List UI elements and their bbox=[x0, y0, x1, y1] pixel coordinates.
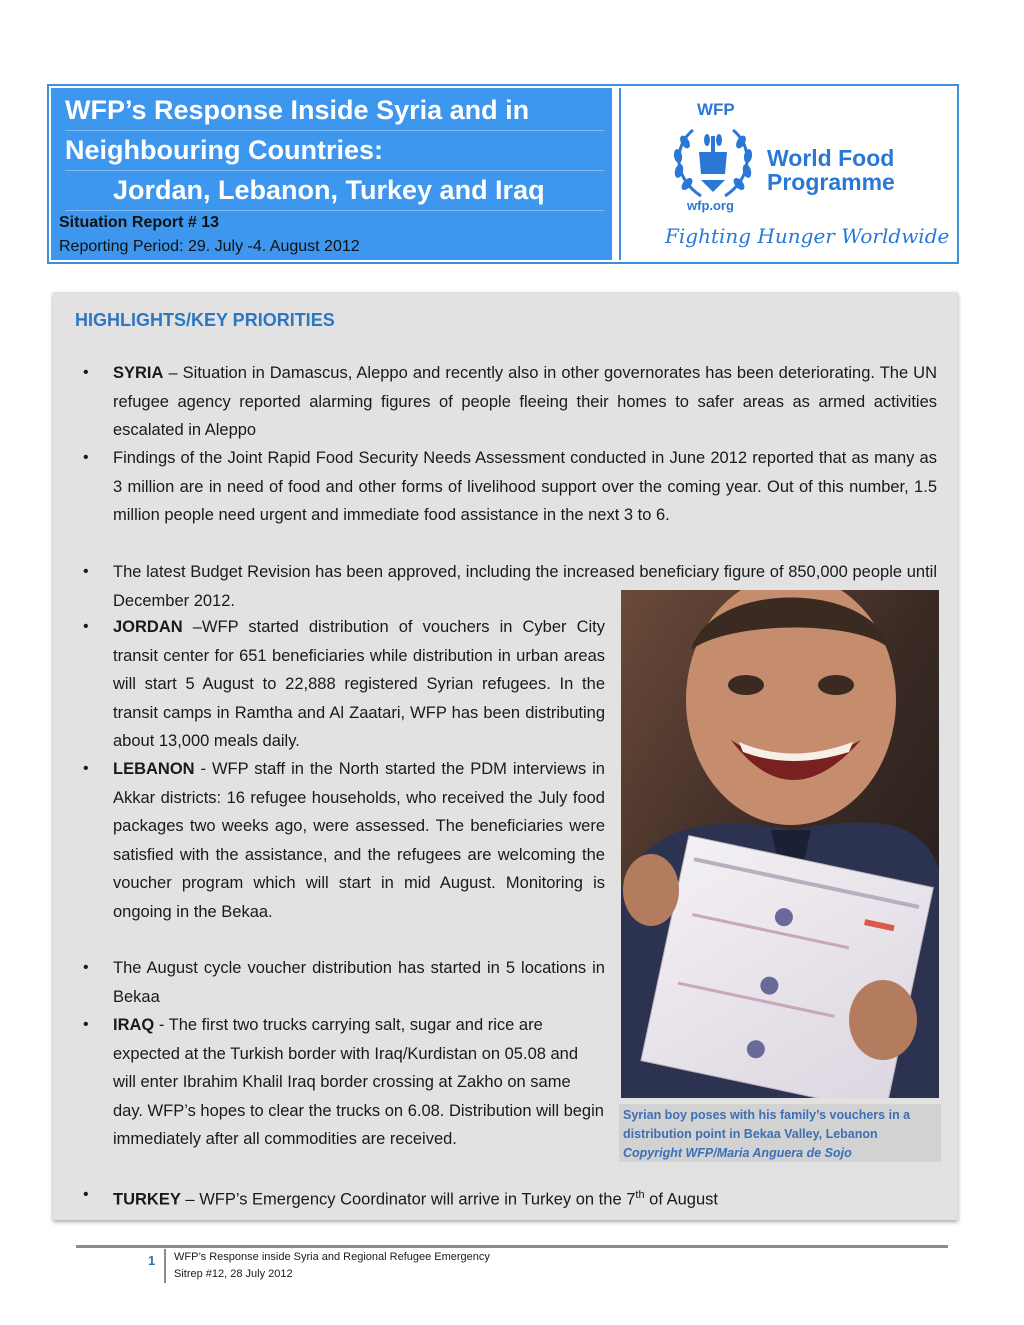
bullet-lead: LEBANON bbox=[113, 760, 195, 778]
caption-line-2: distribution point in Bekaa Valley, Lebanon bbox=[623, 1127, 878, 1141]
bullet-dot: • bbox=[83, 563, 89, 580]
title-line-2: Neighbouring Countries: bbox=[65, 130, 604, 171]
page-number: 1 bbox=[148, 1253, 156, 1268]
situation-report-number: Situation Report # 13 bbox=[59, 214, 220, 231]
bullet-text: - The first two trucks carrying salt, sugar and rice are expected at the Turkish border with Iraq/Kurdistan on 05.08 and will enter Ibrahim Khalil Iraq border crossing at Zakho on same day. WFP’s hopes to clear the trucks on 6.08. Distribution will begin immediately after all commodities are received. bbox=[113, 1016, 604, 1148]
logo-organization-name bbox=[767, 146, 895, 194]
bullet-text-end: of August bbox=[644, 1190, 718, 1209]
bullet-lead: TURKEY bbox=[113, 1190, 181, 1209]
caption-line-1: Syrian boy poses with his family’s vouchers in a bbox=[623, 1108, 911, 1122]
caption-copyright: Copyright WFP/Maria Anguera de Sojo bbox=[623, 1146, 852, 1160]
superscript: th bbox=[635, 1189, 645, 1201]
photo-boy-with-vouchers bbox=[621, 590, 939, 1098]
bullet-text: Findings of the Joint Rapid Food Security Needs Assessment conducted in June 2012 reported that as many as 3 million are in need of food and other forms of livelihood support over the coming year. Out of this number, 1.5 million people need urgent and immediate food assistance in the next 3 to 6. bbox=[113, 449, 937, 524]
logo-acronym: WFP bbox=[697, 100, 735, 119]
highlights-title: HIGHLIGHTS/KEY PRIORITIES bbox=[75, 310, 335, 330]
photo-caption bbox=[619, 1104, 941, 1162]
footer-sitrep-date: Sitrep #12, 28 July 2012 bbox=[174, 1268, 293, 1280]
wfp-logo bbox=[619, 88, 955, 260]
bullet-text: The August cycle voucher distribution has started in 5 locations in Bekaa bbox=[113, 959, 605, 1006]
logo-slogan: Fighting Hunger Worldwide bbox=[665, 224, 950, 248]
bullet-dot: • bbox=[83, 959, 89, 976]
bullet-dot: • bbox=[83, 449, 89, 466]
bullet-text: –WFP started distribution of vouchers in Cyber City transit center for 651 beneficiaries while distribution in urban areas will start 5 August to 22,888 registered Syrian refugees. In the transit camps in Ramtha and Al Zaatari, WFP has been distributing about 13,000 meals daily. bbox=[113, 618, 605, 750]
title-panel bbox=[51, 88, 612, 260]
report-header bbox=[47, 84, 959, 264]
photo-image bbox=[621, 590, 939, 1098]
bullet-text: - WFP staff in the North started the PDM interviews in Akkar districts: 16 refugee households, who received the July food packages two weeks ago, were assessed. The beneficiaries were satisfied with the assistance, and the refugees are welcoming the voucher program which will start in mid August. Monitoring is ongoing in the Bekaa. bbox=[113, 760, 605, 921]
bullet-dot: • bbox=[83, 1016, 89, 1033]
bullet-dot: • bbox=[83, 760, 89, 777]
bullet-dot: • bbox=[83, 364, 89, 381]
bullet-dot: • bbox=[83, 1186, 89, 1203]
reporting-period: Reporting Period: 29. July -4. August 2012 bbox=[59, 238, 360, 255]
logo-name-line-1: World Food bbox=[767, 145, 895, 171]
bullet-dot: • bbox=[83, 618, 89, 635]
bullet-lead: JORDAN bbox=[113, 618, 183, 636]
highlights-box bbox=[53, 292, 958, 1220]
bullet-text: – WFP’s Emergency Coordinator will arrive in Turkey on the 7 bbox=[180, 1190, 636, 1209]
title-line-1: WFP’s Response Inside Syria and in bbox=[65, 90, 604, 131]
logo-website: wfp.org bbox=[687, 198, 734, 213]
title-line-3: Jordan, Lebanon, Turkey and Iraq bbox=[65, 170, 604, 211]
bullet-lead: SYRIA bbox=[113, 364, 164, 382]
bullet-text: – Situation in Damascus, Aleppo and recently also in other governorates has been deteriorating. The UN refugee agency reported alarming figures of people fleeing their homes to safer areas as armed activities escalated in Aleppo bbox=[113, 364, 937, 439]
footer-document-title: WFP’s Response inside Syria and Regional Refugee Emergency bbox=[174, 1251, 490, 1263]
bullet-text: The latest Budget Revision has been approved, including the increased beneficiary figure of 850,000 people until December 2012. bbox=[113, 563, 937, 610]
un-wreath-emblem-icon bbox=[667, 122, 759, 204]
footer-rule bbox=[76, 1245, 948, 1248]
footer-separator bbox=[164, 1249, 166, 1283]
bullet-lead: IRAQ bbox=[113, 1016, 155, 1034]
logo-name-line-2: Programme bbox=[767, 169, 895, 195]
